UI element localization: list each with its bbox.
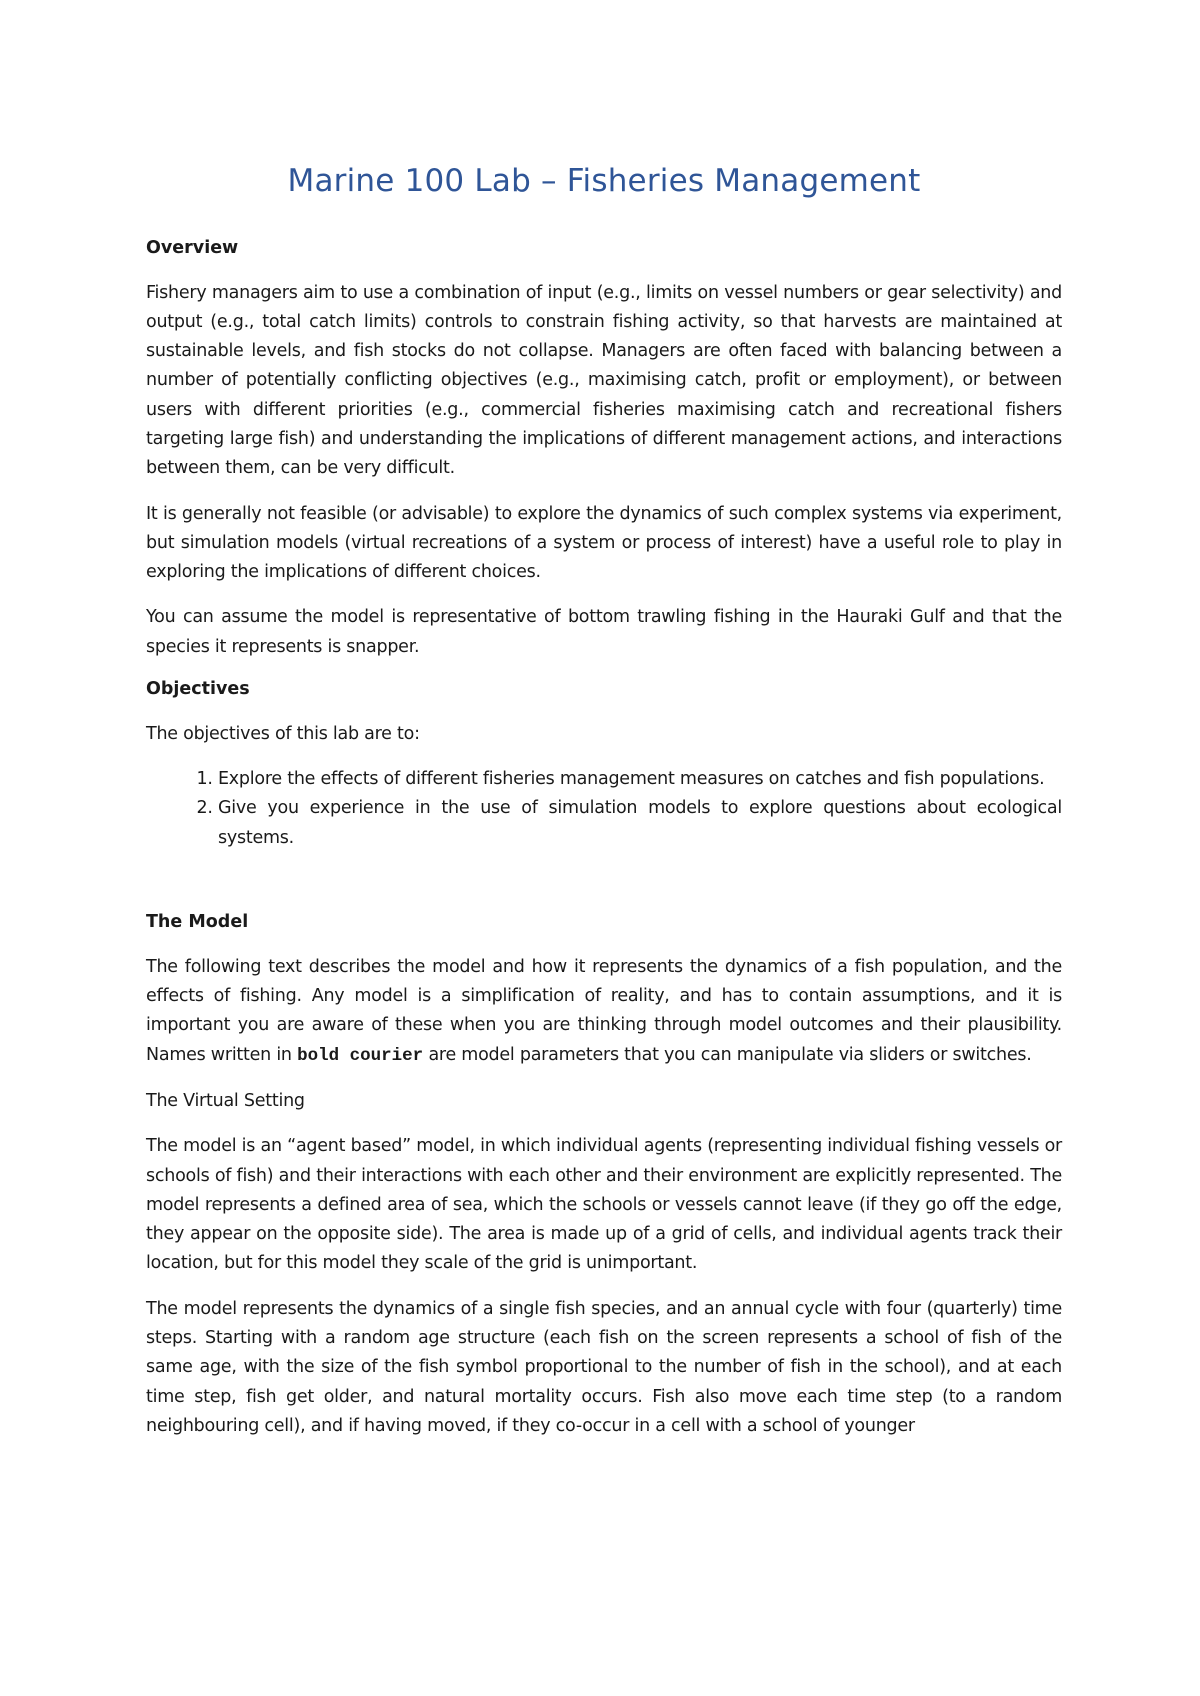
section-spacer [146,853,1062,911]
model-paragraph-1 [146,953,1062,1071]
overview-paragraph-1: Fishery managers aim to use a combination of input (e.g., limits on vessel numbers or gear selectivity) and output (e.g., total catch limits) controls to constrain fishing activity, so that harvests are maintained at sustainable levels, and fish stocks do not collapse. Managers are often faced with balancing between a number of potentially conflicting objectives (e.g., maximising catch, profit or employment), or between users with different priorities (e.g., commercial fisheries maximising catch and recreational fishers targeting large fish) and understanding the implications of different management actions, and interactions between them, can be very difficult. [146,282,1062,479]
document-title: Marine 100 Lab – Fisheries Management [287,163,921,199]
model-paragraph-1-text: The following text describes the model and how it represents the dynamics of a fish population, and the effects of fishing. Any model is a simplification of reality, and has to contain assumptions, and it is important you are aware of these when you are thinking through model outcomes and their plausibility. Names written in [146,956,1062,1065]
virtual-setting-subheading: The Virtual Setting [146,1090,305,1111]
objectives-list-item: 1. Explore the effects of different fisheries management measures on catches and fish populations. [218,765,1062,794]
objectives-list-item: 2. Give you experience in the use of simulation models to explore questions about ecological systems. [218,794,1062,853]
model-heading: The Model [146,912,249,932]
model-paragraph-3: The model represents the dynamics of a single fish species, and an annual cycle with four (quarterly) time steps. Starting with a random age structure (each fish on the screen represents a school of fish of the same age, with the size of the fish symbol proportional to the number of fish in the school), and at each time step, fish get older, and natural mortality occurs. Fish also move each time step (to a random neighbouring cell), and if having moved, if they co-occur in a cell with a school of younger [146,1298,1062,1436]
model-paragraph-1-text-end: are model parameters that you can manipulate via sliders or switches. [423,1044,1032,1065]
objectives-list [146,765,1062,853]
objectives-heading: Objectives [146,679,250,700]
overview-paragraph-2: It is generally not feasible (or advisable) to explore the dynamics of such complex systems via experiment, but simulation models (virtual recreations of a system or process of interest) have a useful role to play in exploring the implications of different choices. [146,503,1062,583]
overview-heading: Overview [146,237,239,258]
parameter-font-example: bold courier [297,1045,424,1066]
model-paragraph-2: The model is an “agent based” model, in which individual agents (representing individual fishing vessels or schools of fish) and their interactions with each other and their environment are explicitly represented. The model represents a defined area of sea, which the schools or vessels cannot leave (if they go off the edge, they appear on the opposite side). The area is made up of a grid of cells, and individual agents track their location, but for this model they scale of the grid is unimportant. [146,1136,1062,1274]
objectives-intro: The objectives of this lab are to: [146,723,420,744]
overview-paragraph-3: You can assume the model is representative of bottom trawling fishing in the Hauraki Gulf and that the species it represents is snapper. [146,607,1062,657]
